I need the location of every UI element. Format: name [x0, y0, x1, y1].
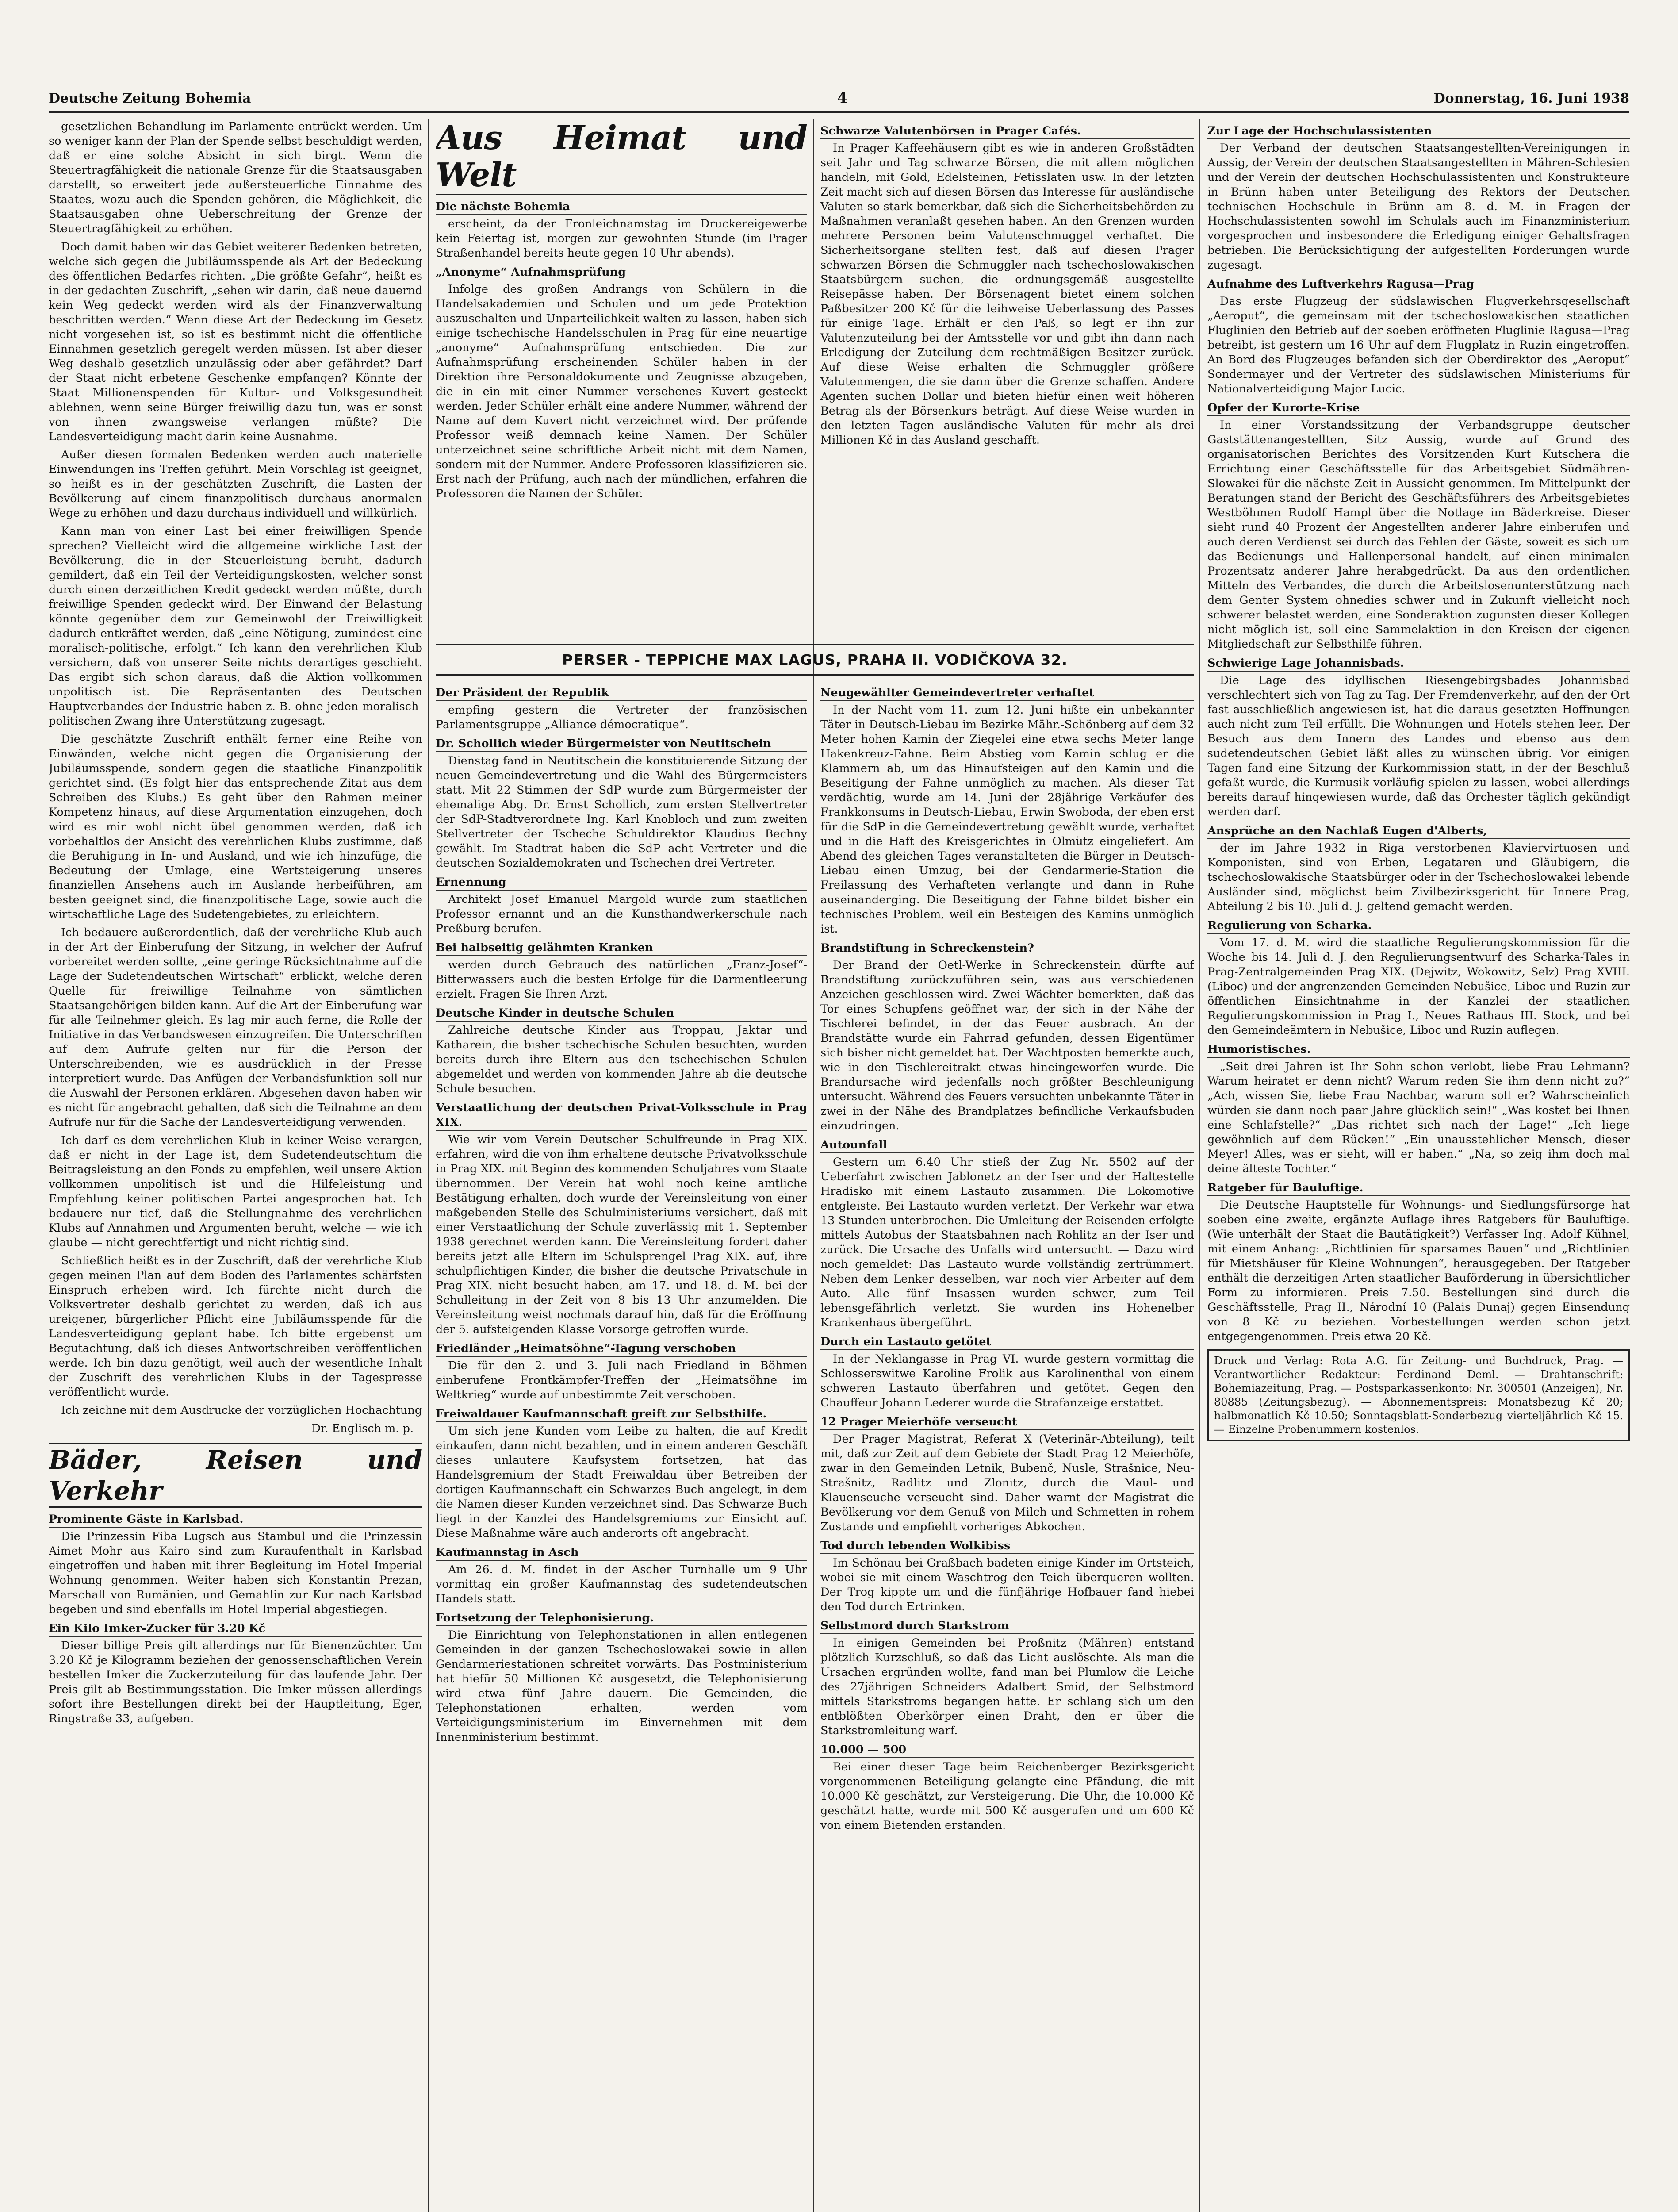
article-paragraph: Wie wir vom Verein Deutscher Schulfreunde in Prag XIX. erfahren, wird die von ihm erhaltene deutsche Privatvolksschule in Prag XIX. mit Beginn des kommenden Schuljahres vom Staate übernommen. Der Verein hat wohl noch keine amtliche Bestätigung erhalten, doch wurde der Vereinsleitung von einer maßgebenden Stelle des Schulministeriums versichert, daß mit einer Verstaatlichung der Schule zuverlässig mit 1. September 1938 gerechnet werden kann. Die Vereinsleitung fordert daher bereits jetzt alle Eltern im Schulsprengel Prag XIX. auf, ihre schulpflichtigen Kinder, die bisher die deutsche Privatschule in Prag XIX. nicht besucht haben, am 17. und 18. d. M. bei der Schulleitung in der Zeit von 8 bis 13 Uhr anzumelden. Die Vereinsleitung weist nochmals darauf hin, daß für die Eröffnung der 5. aufsteigenden Klasse Vorsorge getroffen wurde. [436, 1133, 807, 1336]
article-paragraph: Infolge des großen Andrangs von Schülern in die Handelsakademien und Schulen und um jede Protektion auszuschalten und Unparteilichkeit walten zu lassen, haben sich einige tschechische Handelsschulen in Prag für eine neuartige „anonyme“ Aufnahmsprüfung entschieden. Die zur Aufnahmsprüfung erscheinenden Schüler haben in der Direktion ihre Personaldokumente und Zeugnisse abzugeben, die in ein mit einer Nummer versehenes Kuvert gesteckt werden. Jeder Schüler erhält eine andere Nummer, während der Name auf dem Kuvert nicht verzeichnet wird. Der prüfende Professor weiß demnach keine Namen. Der Schüler unterzeichnet seine schriftliche Arbeit nicht mit dem Namen, sondern mit der Nummer. Andere Professoren klassifizieren sie. Erst nach der Prüfung, auch nach der mündlichen, erfahren die Professoren die Namen der Schüler. [436, 283, 807, 500]
article-paragraph: In der Nacht vom 11. zum 12. Juni hißte ein unbekannter Täter in Deutsch-Liebau im Bezirke Mähr.-Schönberg auf dem 32 Meter hohen Kamin der Ziegelei eine etwa sechs Meter lange Hakenkreuz-Fahne. Beim Abstieg vom Kamin schlug er die Klammern ab, um das Hinaufsteigen auf den Kamin und die Beseitigung der Fahne unmöglich zu machen. Als dieser Tat verdächtig, wurde am 14. Juni der 28jährige Verkäufer des Frankkonsums in Deutsch-Liebau, Erwin Swoboda, der eben erst für die SdP in die Gemeindevertretung gewählt wurde, verhaftet und in die Haft des Kreisgerichtes in Olmütz eingeliefert. Am Abend des gleichen Tages veranstalteten die Bürger in Deutsch-Liebau einen Umzug, bei der Gendarmerie-Station die Freilassung des Verhafteten verlangte und dann in Ruhe auseinanderging. Die Beseitigung der Fahne bildet bisher ein technisches Problem, weil ein Besteigen des Kamins unmöglich ist. [820, 703, 1194, 936]
article-paragraph: Zahlreiche deutsche Kinder aus Troppau, Jaktar und Katharein, die bisher tschechische Schulen besuchten, wurden bereits durch ihre Eltern aus den tschechischen Schulen abgemeldet und werden von kommenden Jahre ab die deutsche Schule besuchen. [436, 1024, 807, 1095]
issue-date: Donnerstag, 16. Juni 1938 [1433, 90, 1629, 106]
article-paragraph: Kann man von einer Last bei einer freiwilligen Spende sprechen? Vielleicht wird die allgemeine wirkliche Last der Bevölkerung, die in der Steuerleistung beruht, dadurch gemildert, daß ein Teil der Verteidigungskosten, welcher sonst durch einen derzeitlichen Kredit gedeckt werden müßte, durch freiwillige Spenden gedeckt wird. Der Einwand der Belastung könnte gegenüber dem zur Gemeinwohl der Freiwilligkeit dadurch entkräftet werden, daß „eine Nötigung, zumindest eine moralisch-politische, erfolgt.“ Ich kann den verehrlichen Klub versichern, daß von unserer Seite nichts derartiges geschieht. Das ergibt sich schon daraus, daß die Aktion vollkommen unpolitisch ist. Die Repräsentanten des Deutschen Hauptverbandes der Industrie haben z. B. ohne jeden moralisch-politischen Zwang ihre Unterstützung zugesagt. [49, 525, 422, 728]
column-rule [1199, 119, 1200, 2212]
article-paragraph: empfing gestern die Vertreter der französischen Parlamentsgruppe „Alliance démocratique“. [436, 703, 807, 731]
article-title: Opfer der Kurorte-Krise [1207, 401, 1630, 416]
column-1 [49, 119, 422, 2212]
article-paragraph: Die Prinzessin Fiba Lugsch aus Stambul und die Prinzessin Aimet Mohr aus Kairo sind zum Kuraufenthalt in Karlsbad eingetroffen und haben mit ihrer Begleitung im Hotel Imperial Wohnung genommen. Weiter haben sich Konstantin Prezan, Marschall von Rumänien, und Gemahlin zur Kur nach Karlsbad begeben und sind ebenfalls im Hotel Imperial abgestiegen. [49, 1530, 422, 1616]
article-title: Die nächste Bohemia [436, 200, 807, 215]
section-masthead: Aus Heimat und Welt [436, 119, 807, 194]
article-title: Durch ein Lastauto getötet [820, 1335, 1194, 1350]
article-title: Ernennung [436, 875, 807, 891]
article-paragraph: Gestern um 6.40 Uhr stieß der Zug Nr. 5502 auf der Ueberfahrt zwischen Jablonetz an der Iser und der Haltestelle Hradisko mit einem Lastauto zusammen. Die Lokomotive entgleiste. Bei Lastauto wurden verletzt. Der Verkehr war etwa 13 Stunden unterbrochen. Die Umleitung der Reisenden erfolgte mittels Autobus der Staatsbahnen nach Rohlitz an der Iser und zurück. Die Ursache des Unfalls wird untersucht. — Dazu wird noch gemeldet: Das Lastauto wurde vollständig zertrümmert. Neben dem Lenker desselben, war noch vier Arbeiter auf dem Auto. Alle fünf Insassen wurden schwer, zum Teil lebensgefährlich verletzt. Sie wurden ins Hohenelber Krankenhaus übergeführt. [820, 1156, 1194, 1329]
article-title: Verstaatlichung der deutschen Privat-Volksschule in Prag XIX. [436, 1101, 807, 1131]
article-paragraph: Das erste Flugzeug der südslawischen Flugverkehrsgesellschaft „Aeroput“, die gemeinsam mit der tschechoslowakischen staatlichen Fluglinien den Betrieb auf der soeben eröffneten Fluglinie Ragusa—Prag betreibt, ist gestern um 16 Uhr auf dem Flugplatz in Ruzin eingetroffen. An Bord des Flugzeuges befanden sich der Oberdirektor des „Aeroput“ Sondermayer und der Vertreter des südslawischen Ministeriums für Nationalverteidigung Major Lucic. [1207, 295, 1630, 396]
article-title: 12 Prager Meierhöfe verseucht [820, 1415, 1194, 1430]
column-2-lower [436, 681, 807, 2212]
signature: Dr. Englisch m. p. [311, 1422, 414, 1435]
column-2-upper [436, 119, 807, 639]
article-title: Aufnahme des Luftverkehrs Ragusa—Prag [1207, 277, 1630, 292]
article-paragraph: gesetzlichen Behandlung im Parlamente entrückt werden. Um so weniger kann der Plan der Spende selbst beschuldigt werden, daß er eine solche Absicht in sich birgt. Wenn die Steuertragfähigkeit die nationale Grenze für die Staatsausgaben darstellt, so erweitert jede außersteuerliche Einnahme des Staates, wozu auch die Spenden gehören, die Möglichkeit, die Staatsausgaben ohne Ueberschreitung der Grenze der Steuertragfähigkeit zu erhöhen. [49, 120, 422, 235]
article-paragraph: In einigen Gemeinden bei Proßnitz (Mähren) entstand plötzlich Kurzschluß, so daß das Licht auslöschte. Als man die Ursachen ergründen wollte, fand man bei Plumlow die Leiche des 27jährigen Schneiders Adalbert Smid, der Selbstmord mittels Starkstroms begangen hatte. Er schlang sich um den entblößten Oberkörper einen Draht, den er über die Starkstromleitung warf. [820, 1636, 1194, 1737]
article-paragraph: erscheint, da der Fronleichnamstag im Druckereigewerbe kein Feiertag ist, morgen zur gewohnten Stunde (im Prager Straßenhandel bereits heute gegen 10 Uhr abends). [436, 217, 807, 260]
article-title: Fortsetzung der Telephonisierung. [436, 1611, 807, 1626]
column-4 [1207, 119, 1630, 2212]
article-paragraph: Ich darf es dem verehrlichen Klub in keiner Weise verargen, daß er nicht in der Lage ist, dem Sudetendeutschtum die Beitragsleistung an den Fonds zu empfehlen, weil unsere Aktion vollkommen unpolitisch ist und die Hilfeleistung und Empfehlung keiner politischen Partei angesprochen hat. Ich bedauere nur tief, daß die Stellungnahme des verehrlichen Klubs auf Annahmen und Argumenten beruht, welche — wie ich glaube — nicht gerechtfertigt und nicht richtig sind. [49, 1134, 422, 1249]
article-title: Humoristisches. [1207, 1042, 1630, 1058]
article-paragraph: Der Brand der Oetl-Werke in Schreckenstein dürfte auf Brandstiftung zurückzuführen sein, was aus verschiedenen Anzeichen geschlossen wird. Zwei Wächter bemerkten, daß das Tor eines Schupfens geöffnet war, der sich in der Nähe der Tischlerei befindet, in der das Feuer ausbrach. An der Brandstätte wurde ein Fahrrad gefunden, dessen Eigentümer sich bisher nicht gemeldet hat. Der Wachtposten bemerkte auch, wie in den Tischlereitrakt etwas hineingeworfen wurde. Die Brandursache wird jedenfalls noch größter Beschleunigung untersucht. Während des Feuers versuchten unbekannte Täter in zwei in der Nähe des Brandplatzes befindliche Verkaufsbuden einzudringen. [820, 959, 1194, 1133]
article-paragraph: Die geschätzte Zuschrift enthält ferner eine Reihe von Einwänden, welche nicht gegen die Organisierung der Jubiläumsspende, sondern gegen die staatliche Finanzpolitik gerichtet sind. (Es folgt hier das entsprechende Zitat aus dem Schreiben des Klubs.) Es geht über den Rahmen meiner Kompetenz hinaus, auf diese Argumentation einzugehen, doch wird es mir wohl nicht übel genommen werden, daß ich vorbehaltlos der Ansicht des verehrlichen Klubs zustimme, daß die Beruhigung in In- und Ausland, und wie ich hinzufüge, die Bedeutung der Umlage, eine Wertsteigerung unseres finanziellen Ansehens auch im Auslande herbeiführen, am besten geeignet sind, die finanzpolitische Lage, sowie auch die wirtschaftliche Lage des Sudetengebietes, zu erleichtern. [49, 733, 422, 921]
column-rule [428, 119, 429, 2212]
article-title: Deutsche Kinder in deutsche Schulen [436, 1006, 807, 1022]
article-title: Freiwaldauer Kaufmannschaft greift zur Selbsthilfe. [436, 1407, 807, 1422]
advertisement-text: PERSER - TEPPICHE MAX LAGUS, PRAHA II. VODIČKOVA 32. [562, 651, 1068, 668]
section-heading: Bäder, Reisen und Verkehr [49, 1443, 422, 1508]
article-title: Ein Kilo Imker-Zucker für 3.20 Kč [49, 1621, 422, 1637]
column-3-lower [820, 681, 1194, 2212]
article-title: Schwarze Valutenbörsen in Prager Cafés. [820, 124, 1194, 139]
advertisement-banner [436, 644, 1194, 676]
article-paragraph: Architekt Josef Emanuel Margold wurde zum staatlichen Professor ernannt und an die Kunsthandwerkerschule nach Preßburg berufen. [436, 893, 807, 935]
article-title: 10.000 — 500 [820, 1743, 1194, 1758]
article-paragraph: Die für den 2. und 3. Juli nach Friedland in Böhmen einberufene Frontkämpfer-Treffen der „Heimatsöhne im Weltkrieg“ wurde auf unbestimmte Zeit verschoben. [436, 1359, 807, 1402]
article-paragraph: Der Verband der deutschen Staatsangestellten-Vereinigungen in Aussig, der Verein der deutschen Staatsangestellten in Mähren-Schlesien und der Verein der deutschen Hochschulassistenten und Konstrukteure in Brünn haben unter Beteiligung des Rektors der Deutschen technischen Hochschule in Brünn am 8. d. M. in Fragen der Hochschulassistenten sowohl im Schulals auch im Finanzministerium vorgesprochen und insbesondere die Erledigung einiger Gehaltsfragen betrieben. Die Berücksichtigung der aufgestellten Forderungen wurde zugesagt. [1207, 142, 1630, 272]
article-paragraph: In Prager Kaffeehäusern gibt es wie in anderen Großstädten seit Jahr und Tag schwarze Börsen, die mit allem möglichen handeln, mit Gold, Edelsteinen, Fetisslaten usw. In der letzten Zeit macht sich auf diesen Börsen das Interesse für ausländische Valuten so stark bemerkbar, daß sich die Sicherheitsbehörden zu Maßnahmen veranlaßt gesehen haben. An den Grenzen wurden mehrere Personen beim Valutenschmuggel verhaftet. Die Sicherheitsorgane stellten fest, daß auf diesen Prager schwarzen Börsen die Schmuggler nach tschechoslowakischen Staatsbürgern suchen, die ordnungsgemäß ausgestellte Reisepässe haben. Der Börsenagent bietet einem solchen Paßbesitzer 200 Kč für die leihweise Ueberlassung des Passes für einige Tage. Erhält er den Paß, so legt er ihn zur Valutenzuteilung bei der Amtsstelle vor und gibt ihn dann nach Erledigung der Zuteilung dem rechtmäßigen Besitzer zurück. Auf diese Weise erhalten die Schmuggler größere Valutenmengen, die sie dann über die Grenze schaffen. Andere Agenten suchen Dollar und bieten hiefür einen weit höheren Betrag als der Börsenkurs beträgt. Auf diese Weise wurden in den letzten Tagen ausländische Valuten für mehr als drei Millionen Kč in das Ausland geschafft. [820, 142, 1194, 447]
article-title: Tod durch lebenden Wolkibiss [820, 1539, 1194, 1554]
article-paragraph: Schließlich heißt es in der Zuschrift, daß der verehrliche Klub gegen meinen Plan auf dem Boden des Parlamentes schärfsten Einspruch erheben wird. Ich fürchte nicht durch die Volksvertreter deshalb gerichtet zu werden, daß ich aus ureigener, bürgerlicher Pflicht eine Jubiläumsspende für die Landesverteidigung geplant habe. Ich bitte ergebenst um Begutachtung, daß ich dieses Antwortschreiben veröffentlichen werde. Ich bin dazu genötigt, weil auch der wesentliche Inhalt der Zuschrift des verehrlichen Klubs in der Tagespresse veröffentlicht wurde. [49, 1254, 422, 1399]
article-paragraph: Die Deutsche Hauptstelle für Wohnungs- und Siedlungsfürsorge hat soeben eine zweite, ergänzte Auflage ihres Ratgebers für Bauluftige. (Wie unterhält der Staat die Bautätigkeit?) Verfasser Ing. Adolf Kühnel, mit einem Anhang: „Richtlinien für sparsames Bauen“ und „Richtlinien für Mietshäuser für Kleine Wohnungen“, herausgegeben. Der Ratgeber enthält die derzeitigen Arten staatlicher Bauförderung in übersichtlicher Form zu informieren. Preis 7.50. Bestellungen sind durch die Geschäftsstelle, Prag II., Národní 10 (Palais Dunaj) gegen Einsendung von 8 Kč zu beziehen. Vorbestellungen werden schon jetzt entgegengenommen. Preis etwa 20 Kč. [1207, 1198, 1630, 1343]
article-title: Ratgeber für Bauluftige. [1207, 1181, 1630, 1196]
column-rule [813, 119, 814, 2212]
article-title: Schwierige Lage Johannisbads. [1207, 656, 1630, 672]
article-title: Brandstiftung in Schreckenstein? [820, 941, 1194, 956]
article-paragraph: werden durch Gebrauch des natürlichen „Franz-Josef“-Bitterwassers auch die besten Erfolge für die Darmentleerung erzielt. Fragen Sie Ihren Arzt. [436, 958, 807, 1001]
column-3-upper [820, 119, 1194, 639]
article-paragraph: Bei einer dieser Tage beim Reichenberger Bezirksgericht vorgenommenen Beteiligung gelangte eine Pfändung, die mit 10.000 Kč geschätzt, zur Versteigerung. Die Uhr, die 10.000 Kč geschätzt hatte, wurde mit 500 Kč ausgerufen und um 600 Kč von einem Bietenden erstanden. [820, 1760, 1194, 1832]
article-paragraph: Außer diesen formalen Bedenken werden auch materielle Einwendungen ins Treffen geführt. Mein Vorschlag ist geeignet, so heißt es in der geschätzten Zuschrift, die Lasten der Bevölkerung auf einem finanzpolitisch durchaus anormalen Wege zu erhöhen und dazu durchaus individuell und willkürlich. [49, 448, 422, 520]
article-paragraph: Die Lage des idyllischen Riesengebirgsbades Johannisbad verschlechtert sich von Tag zu Tag. Der Fremdenverkehr, auf den der Ort fast ausschließlich angewiesen ist, hat die daraus gesetzten Hoffnungen auch nicht zum Teil erfüllt. Die Wohnungen und Hotels stehen leer. Der Besuch aus dem Innern des Landes und ebenso aus dem sudetendeutschen Gebiet läßt alles zu wünschen übrig. Vor einigen Tagen fand eine Sitzung der Kurkommission statt, in der der Beschluß gefaßt wurde, die Kurmusik vorläufig spielen zu lassen, wobei allerdings bereits darauf hingewiesen wurde, daß das Orchester täglich gekündigt werden darf. [1207, 674, 1630, 818]
article-paragraph: Um sich jene Kunden vom Leibe zu halten, die auf Kredit einkaufen, dann nicht bezahlen, und in einem anderen Geschäft dieses unlautere Kaufsystem fortsetzen, hat das Handelsgremium der Stadt Freiwaldau über Betreiben der dortigen Kaufmannschaft ein Schwarzes Buch angelegt, in dem die Namen dieser Kunden verzeichnet sind. Das Schwarze Buch liegt in der Kanzlei des Handelsgremiums zur Einsicht auf. Diese Maßnahme wäre auch anderorts oft angebracht. [436, 1425, 807, 1540]
imprint-box [1207, 1349, 1630, 1441]
article-paragraph: Ich zeichne mit dem Ausdrucke der vorzüglichen Hochachtung [61, 1404, 422, 1417]
article-paragraph: Im Schönau bei Graßbach badeten einige Kinder im Ortsteich, wobei sie mit einem Waschtrog den Teich überqueren wollten. Der Trog kippte um und die fünfjährige Hofbauer fand hiebei den Tod durch Ertrinken. [820, 1556, 1194, 1613]
article-title: Ansprüche an den Nachlaß Eugen d'Alberts, [1207, 824, 1630, 839]
article-paragraph: Dienstag fand in Neutitschein die konstituierende Sitzung der neuen Gemeindevertretung und die Wahl des Bürgermeisters statt. Mit 22 Stimmen der SdP wurde zum Bürgermeister der ehemalige Abg. Dr. Ernst Schollich, zum ersten Stellvertreter der SdP-Stadtverordnete Ing. Karl Knobloch und zum zweiten Stellvertreter der Tscheche Schuldirektor Klaudius Bechny gewählt. Im Stadtrat haben die SdP acht Vertreter und die deutschen Sozialdemokraten und Tschechen drei Vertreter. [436, 754, 807, 870]
article-title: Kaufmannstag in Asch [436, 1545, 807, 1561]
article-title: Prominente Gäste in Karlsbad. [49, 1512, 422, 1528]
article-title: Bei halbseitig gelähmten Kranken [436, 941, 807, 956]
article-paragraph: In einer Vorstandssitzung der Verbandsgruppe deutscher Gaststättenangestellten, Sitz Aussig, wurde auf Grund des organisatorischen Berichtes des Vorsitzenden Kurt Kutschera die Errichtung einer Geschäftsstelle für das Arbeitsgebiet Südmähren-Slowakei für die nächste Zeit in Aussicht genommen. Im Mittelpunkt der Beratungen stand der Bericht des Geschäftsführers des Arbeitsgebietes Westböhmen Rudolf Hampl über die Notlage im Bäderkreise. Dieser sieht rund 40 Prozent der Angestellten anderer Jahre einberufen und auch deren Verdienst sei durch das Fehlen der Gäste, soweit es sich um das Bedienungs- und Hallenpersonal handelt, auf einen minimalen Prozentsatz anderer Jahre herabgedrückt. Da aus den ordentlichen Mitteln des Verbandes, die durch die Arbeitslosenunterstützung nach dem Genter System ohnedies schwer und in Zukunft vielleicht noch schwerer belastet werden, eine Sonderaktion zugunsten dieser Kollegen nicht möglich ist, soll eine Sammelaktion in den Kreisen der eigenen Mitgliedschaft zur Selbsthilfe führen. [1207, 419, 1630, 651]
article-title: Friedländer „Heimatsöhne“-Tagung verschoben [436, 1341, 807, 1357]
article-paragraph: Vom 17. d. M. wird die staatliche Regulierungskommission für die Woche bis 14. Juli d. J. den Regulierungsentwurf des Scharka-Tales in Prag-Zentralgemeinden Prag XIX. (Dejwitz, Wokowitz, Selz) Prag XVIII. (Liboc) und der angrenzenden Gemeinden Nebušice, Liboc und Ruzin zur öffentlichen Einsichtnahme in der Kanzlei der staatlichen Regulierungskommission in Prag I., Neues Rathaus III. Stock, und bei den Gemeindeämtern in Nebušice, Liboc und Ruzin auflegen. [1207, 936, 1630, 1037]
article-paragraph: In der Neklangasse in Prag VI. wurde gestern vormittag die Schlosserswitwe Karoline Frolik aus Karolinenthal von einem schweren Lastauto überfahren und getötet. Gegen den Chauffeur Johann Lederer wurde die Strafanzeige erstattet. [820, 1352, 1194, 1409]
article-title: „Anonyme“ Aufnahmsprüfung [436, 265, 807, 280]
article-title: Der Präsident der Republik [436, 686, 807, 701]
article-paragraph: Ich bedauere außerordentlich, daß der verehrliche Klub auch in der Art der Einberufung der Sitzung, in welcher der Aufruf vorbereitet werden sollte, „eine geringe Rücksichtnahme auf die Lage der Sudetendeutschen Wirtschaft“ erblickt, welche deren Quelle für freiwillige Teilnahme von sämtlichen Staatsangehörigen bilden kann. Auf die Art der Einberufung war für alle Teilnehmer gleich. Es lag mir auch ferne, die Rolle der Initiative in das Verbandswesen einzugreifen. Die Unterschriften auf dem Aufrufe gelten nur für die Person der Unterschreibenden, wie es ausdrücklich in der Presse interpretiert wurde. Das Anfügen der Verbandsfunktion soll nur die Auswahl der Personen erklären. Abgesehen davon haben wir es nicht für angebracht gehalten, daß sich die Teilnahme an dem Aufrufe nur für die Sache der Landesverteidigung verwenden. [49, 926, 422, 1129]
page-number: 4 [837, 89, 848, 107]
running-header [49, 88, 1629, 113]
article-paragraph: „Seit drei Jahren ist Ihr Sohn schon verlobt, liebe Frau Lehmann? Warum heiratet er denn nicht? Warum reden Sie ihm denn nicht zu?“ „Ach, wissen Sie, liebe Frau Nachbar, warum soll er? Wahrscheinlich würden sie dann noch paar Jahre glücklich sein!“ „Was kostet bei Ihnen eine Schlafstelle?“ „Das richtet sich nach der Lage!“ „Ich liege gewöhnlich auf dem Rücken!“ „Ein unausstehlicher Mensch, dieser Meyer! Alles, was er sieht, will er haben.“ „Na, so zeig ihm doch mal deine älteste Tochter.“ [1207, 1060, 1630, 1175]
article-title: Dr. Schollich wieder Bürgermeister von Neutitschein [436, 737, 807, 752]
imprint-text: Druck und Verlag: Rota A.G. für Zeitung- und Buchdruck, Prag. — Verantwortlicher Redakteur: Ferdinand Deml. — Drahtanschrift: Bohemiazeitung, Prag. — Postsparkassenkonto: Nr. 300501 (Anzeigen), Nr. 80885 (Zeitungsbezug). — Abonnementspreis: Monatsbezug Kč 20; halbmonatlich Kč 10.50; Sonntagsblatt-Sonderbezug vierteljährlich Kč 15. — Einzelne Probenummern kostenlos. [1214, 1355, 1623, 1436]
article-paragraph: Der Prager Magistrat, Referat X (Veterinär-Abteilung), teilt mit, daß zur Zeit auf dem Gebiete der Stadt Prag 12 Meierhöfe, zwar in den Gemeinden Letnik, Bubenč, Nusle, Strašnice, Neu-Strašnitz, Radlitz und Zlonitz, durch die Maul- und Klauenseuche verseucht sind. Daher warnt der Magistrat die Bevölkerung vor dem Genuß von Milch und Schmetten in rohem Zustande und empfiehlt vorheriges Abkochen. [820, 1432, 1194, 1533]
article-paragraph: Dieser billige Preis gilt allerdings nur für Bienenzüchter. Um 3.20 Kč je Kilogramm beziehen der genossenschaftlichen Verein bestellen Imker die Zuckerzuteilung für das laufende Jahr. Der Preis gilt ab Bestimmungsstation. Die Imker müssen allerdings sofort ihre Bestellungen direkt bei der Hauptleitung, Eger, Ringstraße 33, aufgeben. [49, 1639, 422, 1725]
article-title: Zur Lage der Hochschulassistenten [1207, 124, 1630, 139]
article-paragraph: Am 26. d. M. findet in der Ascher Turnhalle um 9 Uhr vormittag ein großer Kaufmannstag des sudetendeutschen Handels statt. [436, 1563, 807, 1605]
article-title: Autounfall [820, 1138, 1194, 1153]
paper-name: Deutsche Zeitung Bohemia [49, 90, 251, 106]
article-title: Selbstmord durch Starkstrom [820, 1619, 1194, 1634]
article-paragraph: Doch damit haben wir das Gebiet weiterer Bedenken betreten, welche sich gegen die Jubiläumsspende als Art der Bedeckung des öffentlichen Bedarfes richten. „Die größte Gefahr“, heißt es in der gedachten Zuschrift, „sehen wir darin, daß neue dauernd kein Weg gedeckt werden wird als der Finanzverwaltung beschritten werden.“ Wenn diese Art der Bedeckung im Gesetz nicht vorgesehen ist, so ist es bestimmt nicht die öffentliche Einnahmen gesetzlich geregelt werden müssen. Ist aber dieser Weg deshalb gesetzlich unzulässig oder aber gefährdet? Darf der Staat nicht erbetene Geschenke empfangen? Könnte der Staat Millionenspenden für Kultur- und Volksgesundheit ablehnen, wenn seine Bürger freiwillig dazu tun, was er sonst von ihnen zwangsweise verlangen müßte? Die Landesverteidigung macht darin keine Ausnahme. [49, 240, 422, 443]
article-paragraph: der im Jahre 1932 in Riga verstorbenen Klaviervirtuosen und Komponisten, sind von Erben, Legataren und Gläubigern, die tschechoslowakische Staatsbürger oder in der Tschechoslowakei lebende Ausländer sind, möglichst beim Zivilbezirksgericht für Innere Prag, Abteilung 2 bis 10. Juli d. J. geltend gemacht werden. [1207, 841, 1630, 913]
article-paragraph: Die Einrichtung von Telephonstationen in allen entlegenen Gemeinden in der ganzen Tschechoslowakei sowie in allen Gendarmeriestationen schreitet vorwärts. Das Postministerium hat hiefür 50 Millionen Kč ausgesetzt, die Telephonisierung wird etwa fünf Jahre dauern. Die Gemeinden, die Telephonstationen erhalten, werden vom Verteidigungsministerium im Einvernehmen mit dem Innenministerium bestimmt. [436, 1628, 807, 1744]
article-title: Neugewählter Gemeindevertreter verhaftet [820, 686, 1194, 701]
article-title: Regulierung von Scharka. [1207, 918, 1630, 934]
